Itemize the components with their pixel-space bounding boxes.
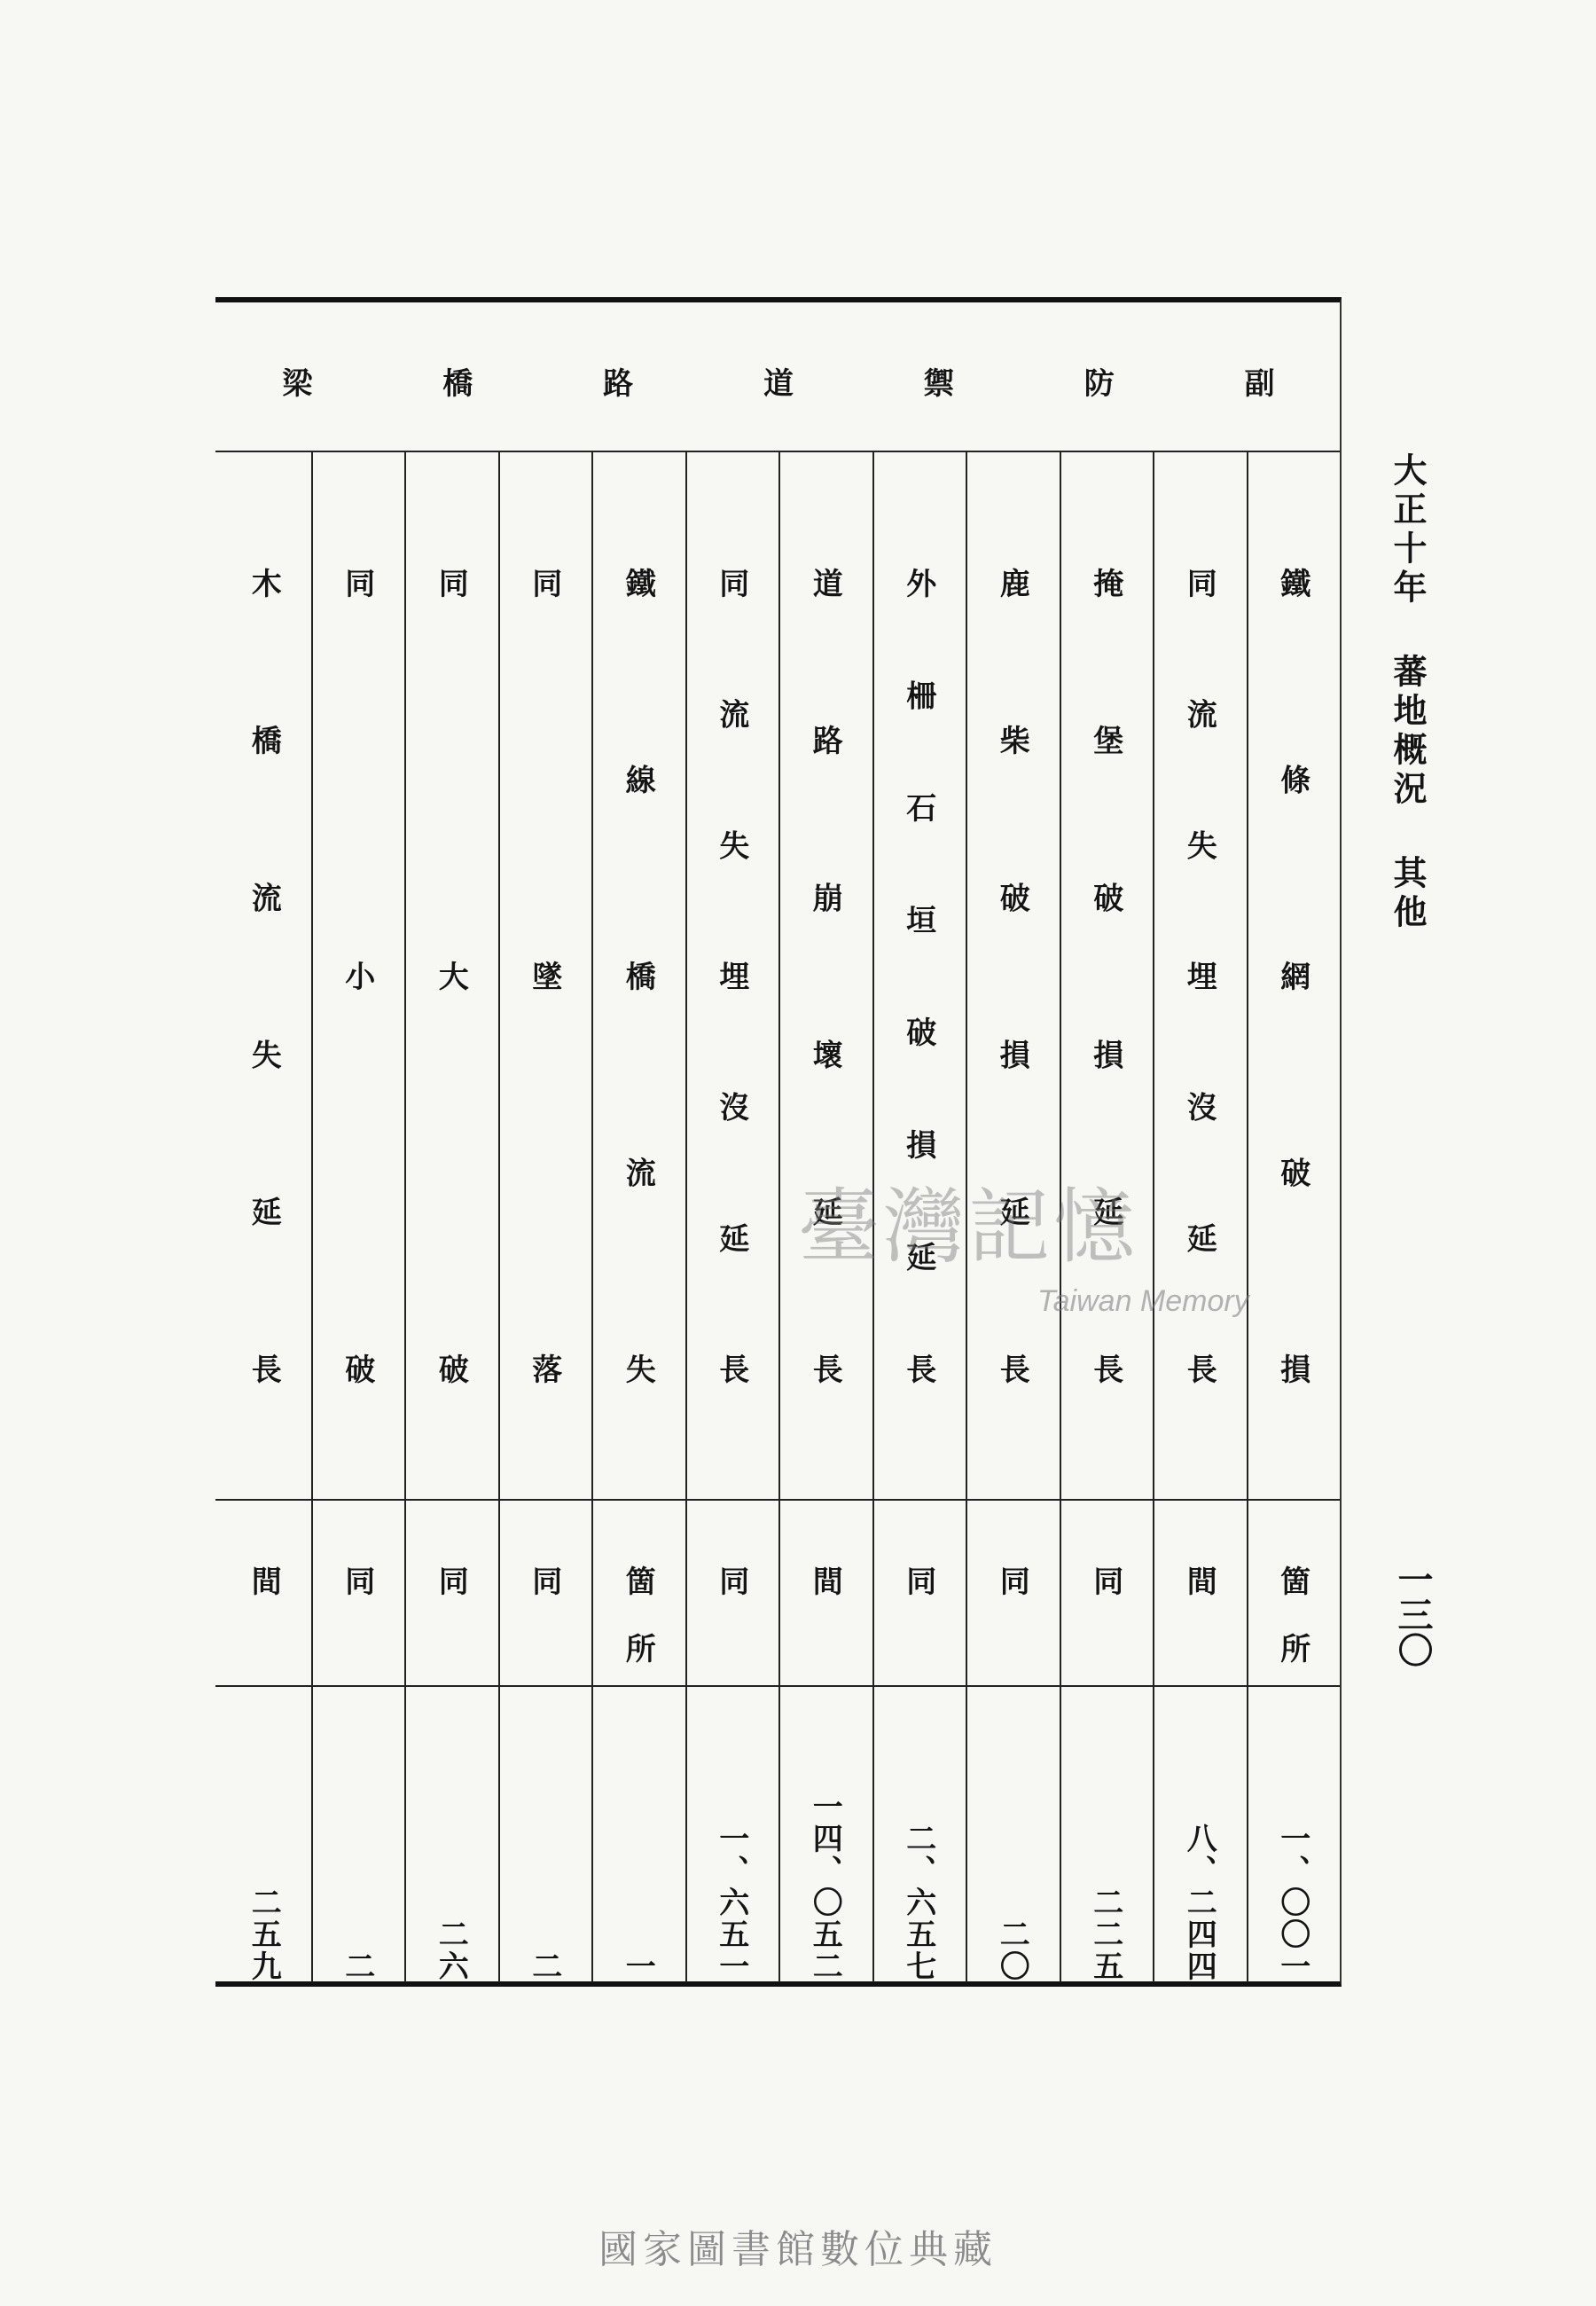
watermark-logo-en: Taiwan Memory bbox=[1037, 1284, 1249, 1318]
row-description: 同小破 bbox=[339, 568, 375, 1384]
row-description: 同流失埋沒延長 bbox=[713, 568, 749, 1384]
header-char: 副 bbox=[1244, 366, 1275, 402]
footer-credit: 國家圖書館數位典藏 bbox=[598, 2227, 998, 2272]
watermark-logo: 臺灣記憶 bbox=[798, 1180, 1139, 1275]
value-rule bbox=[215, 1685, 1340, 1687]
row-unit: 同 bbox=[433, 1565, 469, 1596]
row-unit: 同 bbox=[994, 1565, 1030, 1596]
column-divider bbox=[311, 452, 313, 1982]
row-description: 同流失埋沒延長 bbox=[1181, 568, 1217, 1384]
row-unit: 同 bbox=[526, 1565, 562, 1596]
row-value: 一 bbox=[620, 1950, 656, 1982]
header-char: 道 bbox=[763, 366, 794, 402]
row-description: 鹿柴破損延長 bbox=[994, 568, 1030, 1384]
row-unit: 同 bbox=[713, 1565, 749, 1596]
row-unit: 間 bbox=[246, 1565, 282, 1596]
row-value: 二、六五七 bbox=[900, 1823, 936, 1982]
row-description: 鐵條網破損 bbox=[1274, 568, 1310, 1384]
row-value: 二五九 bbox=[246, 1886, 282, 1982]
row-description: 木橋流失延長 bbox=[246, 568, 282, 1384]
row-value: 二二五 bbox=[1087, 1886, 1123, 1982]
column-divider bbox=[591, 452, 593, 1982]
row-unit: 箇所 bbox=[1274, 1565, 1310, 1663]
row-description: 同大破 bbox=[433, 568, 469, 1384]
row-unit: 同 bbox=[339, 1565, 375, 1596]
header-char: 禦 bbox=[923, 366, 954, 402]
header-char: 路 bbox=[603, 366, 634, 402]
row-unit: 同 bbox=[900, 1565, 936, 1596]
row-value: 一四、〇五二 bbox=[807, 1791, 843, 1982]
row-value: 一、六五一 bbox=[713, 1823, 749, 1982]
row-value: 二〇 bbox=[994, 1918, 1030, 1982]
header-char: 防 bbox=[1084, 366, 1115, 402]
row-description: 同墜落 bbox=[526, 568, 562, 1384]
row-description: 掩堡破損延長 bbox=[1087, 568, 1123, 1384]
column-divider bbox=[685, 452, 687, 1982]
column-divider bbox=[404, 452, 406, 1982]
row-value: 二 bbox=[526, 1950, 562, 1982]
row-unit: 同 bbox=[1087, 1565, 1123, 1596]
column-divider bbox=[498, 452, 500, 1982]
header-char: 橋 bbox=[442, 366, 473, 402]
row-value: 二 bbox=[339, 1950, 375, 1982]
column-divider bbox=[1247, 452, 1248, 1982]
header-rule bbox=[215, 451, 1340, 452]
row-unit: 箇所 bbox=[620, 1565, 656, 1663]
row-value: 一、〇〇一 bbox=[1274, 1823, 1310, 1982]
row-value: 八、二四四 bbox=[1181, 1823, 1217, 1982]
row-value: 二六 bbox=[433, 1918, 469, 1982]
page-number: 一三〇 bbox=[1392, 1561, 1434, 1667]
row-description: 鐵線橋流失 bbox=[620, 568, 656, 1384]
row-unit: 間 bbox=[807, 1565, 843, 1596]
column-divider bbox=[778, 452, 780, 1982]
row-description: 道路崩壞延長 bbox=[807, 568, 843, 1384]
header-char: 梁 bbox=[282, 366, 313, 402]
unit-rule bbox=[215, 1499, 1340, 1501]
column-divider bbox=[1153, 452, 1154, 1982]
row-description: 外柵石垣破損延長 bbox=[900, 568, 936, 1384]
running-head: 大正十年 蕃地概況 其他 bbox=[1388, 452, 1428, 933]
row-unit: 間 bbox=[1181, 1565, 1217, 1596]
